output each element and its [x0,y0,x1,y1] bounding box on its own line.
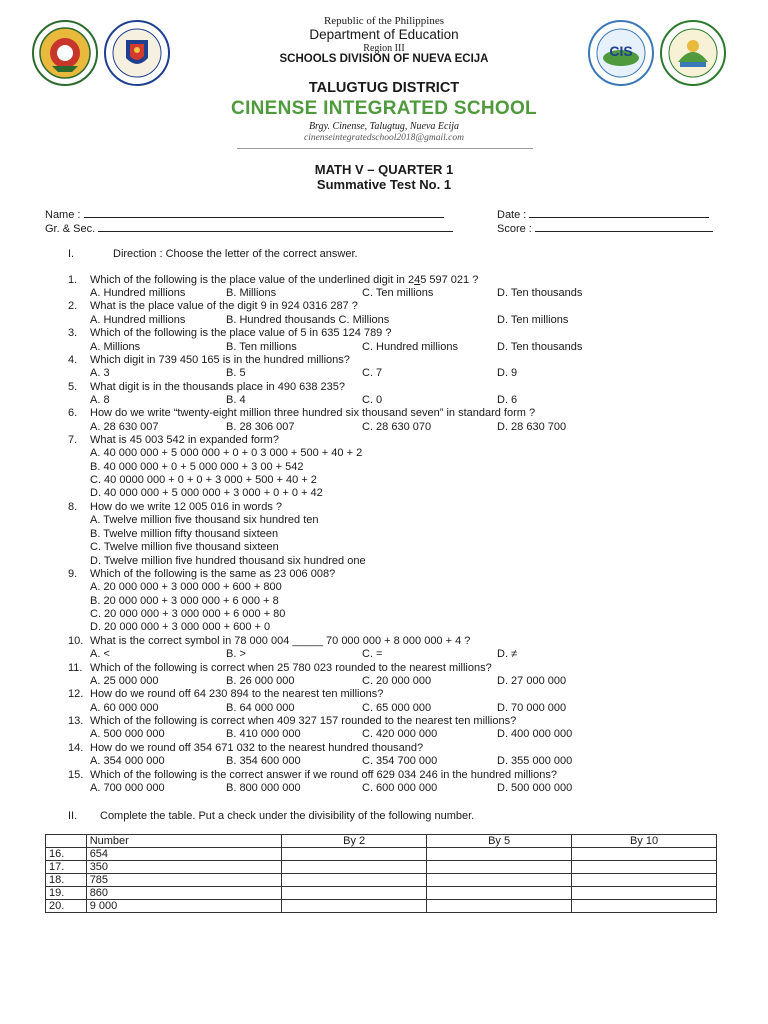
q13-option-c[interactable]: C. 420 000 000 [362,728,438,740]
row-number: 18. [46,874,87,887]
q12-number: 12. [68,688,84,700]
row-value: 654 [86,848,282,861]
division-text: SCHOOLS DIVISION OF NUEVA ECIJA [279,53,489,65]
table-row [46,900,717,913]
q15-text: Which of the following is the correct answer if we round off 629 034 246 in the hundred millions? [90,769,557,781]
name-field[interactable] [45,207,444,221]
name-label: Name : [45,209,81,221]
q3-option-a[interactable]: A. Millions [90,341,141,353]
region-text: Region III [363,43,405,54]
school-email: cinenseintegratedschool2018@gmail.com [304,133,464,143]
check-cell-by10[interactable] [572,861,717,874]
q11-option-a[interactable]: A. 25 000 000 [90,675,159,687]
table-row [46,887,717,900]
q4-option-b[interactable]: B. 5 [226,367,246,379]
q9-option-c[interactable]: C. 20 000 000 + 3 000 000 + 6 000 + 80 [90,608,286,620]
check-cell-by2[interactable] [282,900,427,913]
row-number: 16. [46,848,87,861]
q15-option-a[interactable]: A. 700 000 000 [90,782,165,794]
q4-option-a[interactable]: A. 3 [90,367,110,379]
grsec-field[interactable] [45,221,453,235]
header-divider [237,148,533,149]
q10-option-c[interactable]: C. = [362,648,383,660]
q3-option-b[interactable]: B. Ten millions [226,341,297,353]
grsec-label: Gr. & Sec. [45,223,96,235]
q12-option-b[interactable]: B. 64 000 000 [226,702,295,714]
check-cell-by5[interactable] [427,887,572,900]
check-cell-by2[interactable] [282,874,427,887]
q5-option-d[interactable]: D. 6 [497,394,518,406]
q9-text: Which of the following is the same as 23 006 008? [90,568,336,580]
check-cell-by10[interactable] [572,848,717,861]
q2-option-b[interactable]: B. Hundred thousands C. Millions [226,314,390,326]
q1-option-a[interactable]: A. Hundred millions [90,287,186,299]
q15-option-c[interactable]: C. 600 000 000 [362,782,438,794]
q1-text [90,274,478,286]
q9-option-a[interactable]: A. 20 000 000 + 3 000 000 + 600 + 800 [90,581,282,593]
q14-option-b[interactable]: B. 354 600 000 [226,755,301,767]
test-subtitle: Summative Test No. 1 [316,177,452,192]
check-cell-by2[interactable] [282,848,427,861]
q4-option-c[interactable]: C. 7 [362,367,383,379]
q14-option-a[interactable]: A. 354 000 000 [90,755,165,767]
q12-option-d[interactable]: D. 70 000 000 [497,702,567,714]
check-cell-by5[interactable] [427,848,572,861]
q5-option-a[interactable]: A. 8 [90,394,110,406]
row-number: 19. [46,887,87,900]
header-cell [46,835,87,848]
q5-option-c[interactable]: C. 0 [362,394,383,406]
q13-text: Which of the following is correct when 409 327 157 rounded to the nearest ten millions? [90,715,517,727]
q10-option-b[interactable]: B. > [226,648,246,660]
q8-text: How do we write 12 005 016 in words ? [90,501,282,513]
cis-logo-text: CIS [609,43,633,59]
check-cell-by5[interactable] [427,874,572,887]
q11-option-d[interactable]: D. 27 000 000 [497,675,567,687]
q14-option-d[interactable]: D. 355 000 000 [497,755,573,767]
score-label: Score : [497,223,532,235]
q6-option-d[interactable]: D. 28 630 700 [497,421,567,433]
q10-option-a[interactable]: A. < [90,648,110,660]
part2-numeral: II. [68,810,78,822]
date-label: Date : [497,209,527,221]
row-value: 860 [86,887,282,900]
table-header-row [46,835,717,848]
q10-text: What is the correct symbol in 78 000 004 _____ 70 000 000 + 8 000 000 + 4 ? [90,635,471,647]
q15-option-b[interactable]: B. 800 000 000 [226,782,301,794]
q9-number: 9. [68,568,78,580]
q6-number: 6. [68,407,78,419]
check-cell-by5[interactable] [427,900,572,913]
q4-number: 4. [68,354,78,366]
q1-option-c[interactable]: C. Ten millions [362,287,434,299]
q13-option-d[interactable]: D. 400 000 000 [497,728,573,740]
q3-option-d[interactable]: D. Ten thousands [497,341,583,353]
q1-number: 1. [68,274,78,286]
q7-option-a[interactable]: A. 40 000 000 + 5 000 000 + 0 + 0 3 000 + 500 + 40 + 2 [90,447,363,459]
q3-number: 3. [68,327,78,339]
part1-numeral: I. [68,248,75,260]
department-text: Department of Education [309,27,459,42]
q7-text: What is 45 003 542 in expanded form? [90,434,279,446]
check-cell-by10[interactable] [572,887,717,900]
check-cell-by2[interactable] [282,887,427,900]
q3-option-c[interactable]: C. Hundred millions [362,341,458,353]
q6-option-c[interactable]: C. 28 630 070 [362,421,432,433]
row-number: 17. [46,861,87,874]
header-by5: By 5 [427,835,572,848]
header-by10: By 10 [572,835,717,848]
q14-number: 14. [68,742,84,754]
q13-number: 13. [68,715,84,727]
district-text: TALUGTUG DISTRICT [308,80,460,96]
q1-text-after: 5 597 021 ? [420,274,479,286]
q9-option-d[interactable]: D. 20 000 000 + 3 000 000 + 600 + 0 [90,621,271,633]
q8-option-c[interactable]: C. Twelve million five thousand sixteen [90,541,279,553]
q2-number: 2. [68,300,78,312]
school-address: Brgy. Cinense, Talugtug, Nueva Ecija [308,121,460,132]
q14-text: How do we round off 354 671 032 to the nearest hundred thousand? [90,742,424,754]
name-blank[interactable] [84,207,444,218]
q8-option-d[interactable]: D. Twelve million five hundred thousand six hundred one [90,555,366,567]
q5-text: What digit is in the thousands place in 490 638 235? [90,381,346,393]
row-value: 9 000 [86,900,282,913]
test-title: MATH V – QUARTER 1 [314,162,454,177]
score-blank[interactable] [535,221,713,232]
q1-underlined-digit: 4 [414,274,421,286]
q13-option-a[interactable]: A. 500 000 000 [90,728,165,740]
q7-number: 7. [68,434,78,446]
q6-option-a[interactable]: A. 28 630 007 [90,421,159,433]
q8-number: 8. [68,501,78,513]
row-value: 785 [86,874,282,887]
q4-text: Which digit in 739 450 165 is in the hundred millions? [90,354,350,366]
q15-number: 15. [68,769,84,781]
q6-option-b[interactable]: B. 28 306 007 [226,421,295,433]
date-field[interactable] [497,207,709,221]
q12-text: How do we round off 64 230 894 to the nearest ten millions? [90,688,384,700]
date-blank[interactable] [529,207,709,218]
q15-option-d[interactable]: D. 500 000 000 [497,782,573,794]
q13-option-b[interactable]: B. 410 000 000 [226,728,301,740]
grsec-blank[interactable] [98,221,453,232]
q1-option-d[interactable]: D. Ten thousands [497,287,583,299]
q7-option-b[interactable]: B. 40 000 000 + 0 + 5 000 000 + 3 00 + 542 [90,461,304,473]
table-row [46,848,717,861]
q8-option-a[interactable]: A. Twelve million five thousand six hundred ten [90,514,319,526]
q14-option-c[interactable]: C. 354 700 000 [362,755,438,767]
check-cell-by2[interactable] [282,861,427,874]
q10-option-d[interactable]: D. ≠ [497,648,518,660]
q7-option-d[interactable]: D. 40 000 000 + 5 000 000 + 3 000 + 0 + 0 + 42 [90,487,323,499]
q1-text-before: Which of the following is the place value of the underlined digit in 2 [90,274,415,286]
republic-text: Republic of the Philippines [323,15,445,27]
q9-option-b[interactable]: B. 20 000 000 + 3 000 000 + 6 000 + 8 [90,595,279,607]
table-row [46,874,717,887]
check-cell-by5[interactable] [427,861,572,874]
q10-number: 10. [68,635,84,647]
q2-option-a[interactable]: A. Hundred millions [90,314,186,326]
q5-option-b[interactable]: B. 4 [226,394,246,406]
q11-option-c[interactable]: C. 20 000 000 [362,675,432,687]
q2-option-d[interactable]: D. Ten millions [497,314,569,326]
q1-option-b[interactable]: B. Millions [226,287,277,299]
q7-option-c[interactable]: C. 40 0000 000 + 0 + 0 + 3 000 + 500 + 40 + 2 [90,474,317,486]
q11-text: Which of the following is correct when 25 780 023 rounded to the nearest millions? [90,662,492,674]
q8-option-b[interactable]: B. Twelve million fifty thousand sixteen [90,528,279,540]
q11-number: 11. [68,662,83,674]
q11-option-b[interactable]: B. 26 000 000 [226,675,295,687]
row-value: 350 [86,861,282,874]
row-number: 20. [46,900,87,913]
q2-text: What is the place value of the digit 9 in 924 0316 287 ? [90,300,358,312]
q12-option-a[interactable]: A. 60 000 000 [90,702,159,714]
part1-direction: Direction : Choose the letter of the correct answer. [113,248,358,260]
q4-option-d[interactable]: D. 9 [497,367,518,379]
header-by2: By 2 [282,835,427,848]
q12-option-c[interactable]: C. 65 000 000 [362,702,432,714]
part2-direction: Complete the table. Put a check under the divisibility of the following number. [100,810,475,822]
check-cell-by10[interactable] [572,900,717,913]
q3-text: Which of the following is the place value of 5 in 635 124 789 ? [90,327,392,339]
table-row [46,861,717,874]
school-name: CINENSE INTEGRATED SCHOOL [231,98,537,119]
score-field[interactable] [497,221,713,235]
check-cell-by10[interactable] [572,874,717,887]
q6-text: How do we write “twenty-eight million three hundred six thousand seven” in standard form ? [90,407,536,419]
q5-number: 5. [68,381,78,393]
header-number: Number [86,835,282,848]
divisibility-table [45,834,717,913]
